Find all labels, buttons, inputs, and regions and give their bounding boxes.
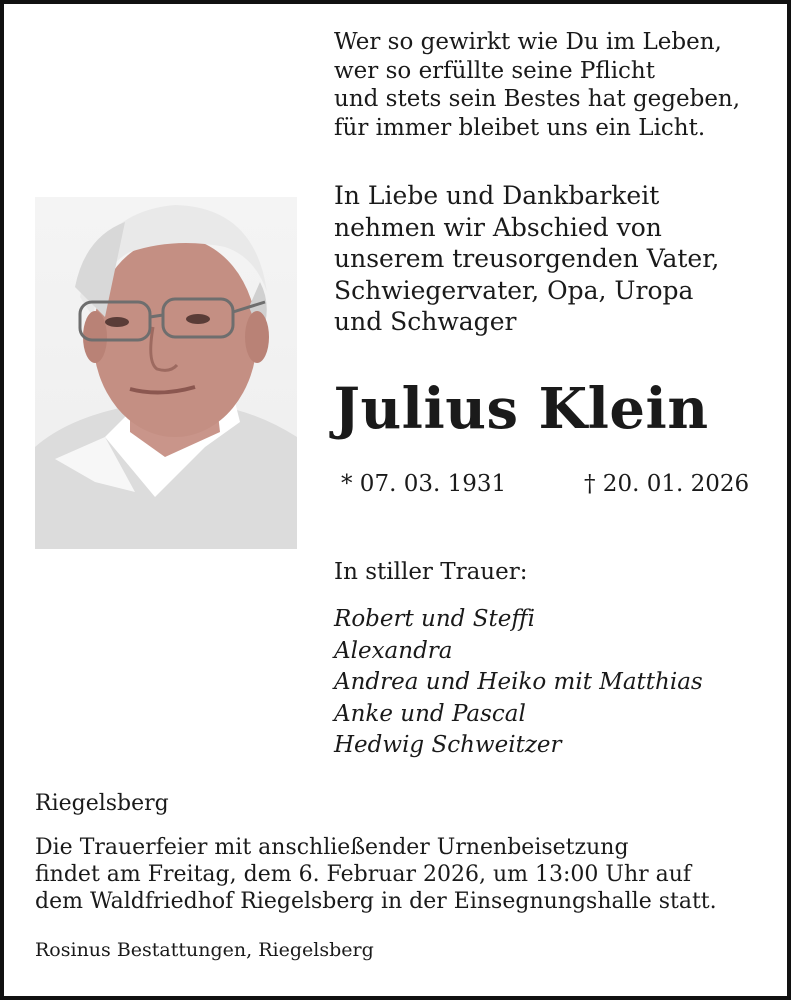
place-name: Riegelsberg [35, 791, 169, 816]
service-line: findet am Freitag, dem 6. Februar 2026, um 13:00 Uhr auf [35, 862, 692, 887]
memorial-poem [334, 28, 740, 142]
intro-line: unserem treusorgenden Vater, [334, 244, 720, 273]
poem-line: für immer bleibet uns ein Licht. [334, 114, 706, 141]
undertaker-name: Rosinus Bestattungen, Riegelsberg [35, 939, 374, 961]
poem-line: und stets sein Bestes hat gegeben, [334, 86, 741, 112]
poem-line: wer so erfüllte seine Pflicht [334, 57, 655, 84]
intro-line: und Schwager [334, 307, 517, 336]
portrait-image [35, 197, 297, 549]
birth-date: * 07. 03. 1931 [341, 471, 507, 497]
mourner-name: Robert und Steffi [334, 606, 535, 632]
mourner-name: Anke und Pascal [334, 700, 526, 727]
intro-line: In Liebe und Dankbarkeit [334, 181, 660, 210]
mourner-name: Alexandra [334, 637, 453, 664]
farewell-intro [334, 180, 719, 338]
mourners-list [334, 604, 703, 762]
death-date: † 20. 01. 2026 [584, 471, 750, 497]
poem-line: Wer so gewirkt wie Du im Leben, [334, 29, 722, 55]
portrait-photo [35, 197, 297, 549]
service-line: dem Waldfriedhof Riegelsberg in der Einsegnungshalle statt. [35, 889, 717, 914]
intro-line: Schwiegervater, Opa, Uropa [334, 275, 694, 305]
mourner-name: Hedwig Schweitzer [334, 732, 562, 758]
service-info [35, 834, 717, 915]
deceased-name: Julius Klein [333, 376, 709, 442]
mourning-heading: In stiller Trauer: [334, 559, 528, 585]
mourner-name: Andrea und Heiko mit Matthias [334, 669, 703, 695]
service-line: Die Trauerfeier mit anschließender Urnenbeisetzung [35, 835, 629, 860]
intro-line: nehmen wir Abschied von [334, 212, 662, 242]
